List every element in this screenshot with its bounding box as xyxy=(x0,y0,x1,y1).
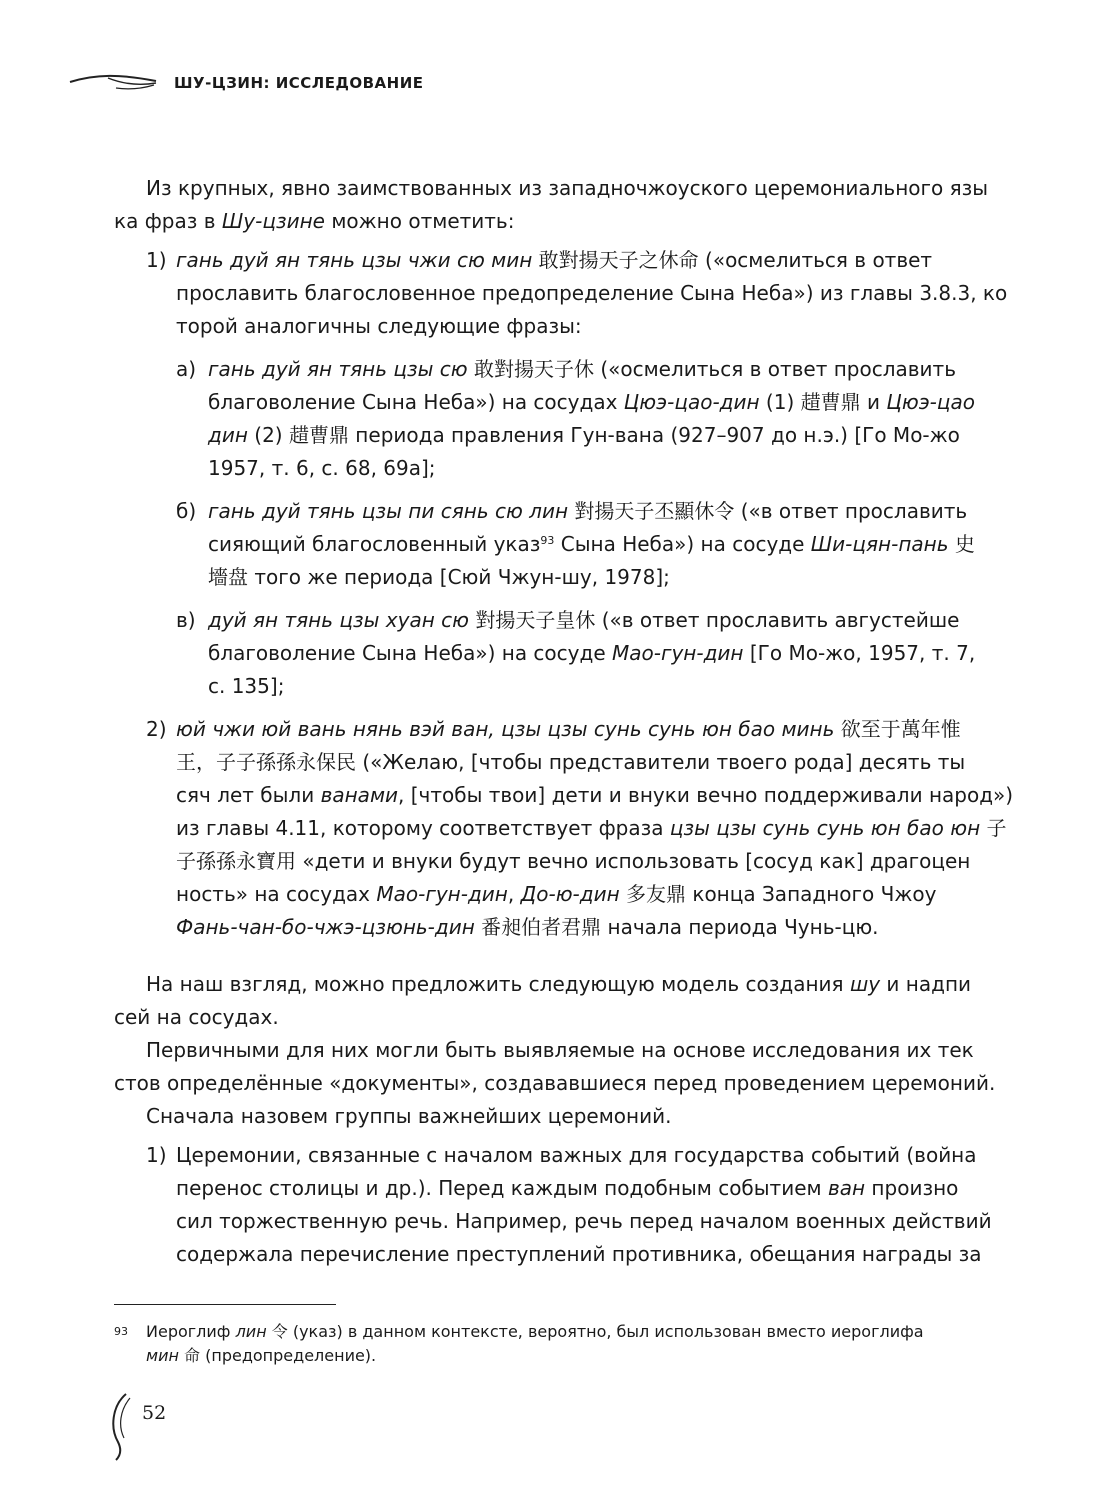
text-line: Из крупных, явно заимствованных из западночжоуского церемониального язы xyxy=(146,176,989,200)
emphasis: ванами xyxy=(320,783,399,807)
section-gap xyxy=(114,944,1094,968)
emphasis: шу xyxy=(849,972,881,996)
page-number-block xyxy=(106,1392,186,1462)
text-line: , [чтобы твои] дети и внуки вечно поддерживали народ») xyxy=(398,783,1014,807)
list-marker: б) xyxy=(176,499,197,523)
citation: с. 135]; xyxy=(208,674,285,698)
text-line: 子孫孫永寶用 «дети и внуки будут вечно использовать [сосуд как] драгоцен xyxy=(176,849,971,873)
list-marker: а) xyxy=(176,357,197,381)
text-line: На наш взгляд, можно предложить следующую модель создания xyxy=(146,972,850,996)
text-line: сияющий благословенный указ xyxy=(208,532,541,556)
text-line: перенос столицы и др.). Перед каждым подобным событием xyxy=(176,1176,828,1200)
list-item xyxy=(114,1139,1094,1271)
text-line: торой аналогичны следующие фразы: xyxy=(176,314,582,338)
list-marker: 1) xyxy=(146,248,167,272)
intro-paragraph xyxy=(114,172,1094,238)
transliteration: цзы цзы сунь сунь юн бао юн xyxy=(669,816,981,840)
text-line: сяч лет были xyxy=(176,783,321,807)
text-line: благоволение Сына Неба») на сосудах xyxy=(208,390,624,414)
transliteration: мин xyxy=(146,1346,179,1365)
paragraph xyxy=(114,968,1094,1034)
transliteration: гань дуй ян тянь цзы чжи сю мин xyxy=(176,248,533,272)
main-text xyxy=(114,172,1094,1271)
list-item xyxy=(114,495,1094,594)
text-line: 番昶伯者君鼎 начала периода Чунь-цю. xyxy=(474,915,879,939)
text-line: из главы 4.11, которому соответствует фраза xyxy=(176,816,670,840)
text-line: прославить благословенное предопределение Сына Неба») из главы 3.8.3, ко xyxy=(176,281,1008,305)
transliteration: гань дуй ян тянь цзы сю xyxy=(208,357,468,381)
footnote-divider xyxy=(114,1304,336,1305)
vessel-name: дин xyxy=(208,423,248,447)
vessel-name: Мао-гун-дин xyxy=(376,882,508,906)
text-line: 敢對揚天子休 («осмелиться в ответ прославить xyxy=(467,357,956,381)
text-line: ка фраз в xyxy=(114,209,222,233)
text-line: содержала перечисление преступлений противника, обещания награды за xyxy=(176,1242,982,1266)
running-header xyxy=(68,68,668,102)
emphasis: ван xyxy=(827,1176,866,1200)
text-line: благоволение Сына Неба») на сосуде xyxy=(208,641,612,665)
page-number: 52 xyxy=(142,1402,167,1424)
footnote-number: 93 xyxy=(114,1325,128,1338)
citation: 墻盘 того же периода [Сюй Чжун-шу, 1978]; xyxy=(208,565,670,589)
vessel-name: Фань-чан-бо-чжэ-цзюнь-дин xyxy=(176,915,475,939)
vessel-name: Ши-цян-пань xyxy=(810,532,949,556)
swash-ornament-icon xyxy=(68,72,160,94)
text-line: 史 xyxy=(948,532,975,556)
list-marker: в) xyxy=(176,608,196,632)
list-item xyxy=(114,713,1094,944)
bracket-flourish-icon xyxy=(106,1392,136,1462)
list-marker: 2) xyxy=(146,717,167,741)
work-title: Шу-цзине xyxy=(221,209,325,233)
text-line: 命 (предопределение). xyxy=(178,1346,377,1365)
text-line: 子 xyxy=(980,816,1007,840)
text-line: [Го Мо-жо, 1957, т. 7, xyxy=(743,641,976,665)
citation: 1957, т. 6, с. 68, 69а]; xyxy=(208,456,436,480)
text-line: и надпи xyxy=(880,972,972,996)
text-line: ность» на сосудах xyxy=(176,882,377,906)
paragraph xyxy=(114,1100,1094,1133)
text-line: сей на сосудах. xyxy=(114,1005,279,1029)
text-line: произно xyxy=(865,1176,959,1200)
text-line: 王，子子孫孫永保民 («Желаю, [чтобы представители твоего рода] десять ты xyxy=(176,750,966,774)
list-item xyxy=(114,604,1094,703)
text-line: Сначала назовем группы важнейших церемоний. xyxy=(146,1104,672,1128)
footnote-ref[interactable]: 93 xyxy=(540,534,555,547)
text-line: 敢對揚天子之休命 («осмелиться в ответ xyxy=(532,248,933,272)
header-title: ШУ-ЦЗИН: ИССЛЕДОВАНИЕ xyxy=(174,74,424,92)
transliteration: дуй ян тянь цзы хуан сю xyxy=(208,608,469,632)
vessel-name: Цюэ-цао-дин xyxy=(623,390,760,414)
transliteration: гань дуй тянь цзы пи сянь сю лин xyxy=(208,499,569,523)
text-line: (2) 趞曹鼎 периода правления Гун-вана (927–907 до н.э.) [Го Мо-жо xyxy=(247,423,960,447)
list-item xyxy=(114,244,1094,343)
text-line: стов определённые «документы», создававшиеся перед проведением церемоний. xyxy=(114,1071,996,1095)
text-line: 令 (указ) в данном контексте, вероятно, был использован вместо иероглифа xyxy=(266,1322,924,1341)
vessel-name: Мао-гун-дин xyxy=(611,641,744,665)
list-item xyxy=(114,353,1094,485)
text-line: 多友鼎 конца Западного Чжоу xyxy=(619,882,937,906)
vessel-name: До-ю-дин xyxy=(520,882,620,906)
text-line: Церемонии, связанные с началом важных для государства событий (война xyxy=(176,1143,977,1167)
text-line: , xyxy=(507,882,521,906)
footnote xyxy=(114,1320,1014,1368)
text-line: Первичными для них могли быть выявляемые на основе исследования их тек xyxy=(146,1038,974,1062)
text-line: сил торжественную речь. Например, речь перед началом военных действий xyxy=(176,1209,992,1233)
text-line: Иероглиф xyxy=(146,1322,236,1341)
paragraph xyxy=(114,1034,1094,1100)
text-line: 對揚天子丕顯休令 («в ответ прославить xyxy=(568,499,968,523)
text-line: 欲至于萬年惟 xyxy=(834,717,961,741)
text-line: (1) 趞曹鼎 и xyxy=(759,390,887,414)
text-line: 對揚天子皇休 («в ответ прославить августейше xyxy=(468,608,960,632)
list-marker: 1) xyxy=(146,1143,167,1167)
text-line: можно отметить: xyxy=(324,209,515,233)
text-line: Сына Неба») на сосуде xyxy=(554,532,811,556)
transliteration: лин xyxy=(235,1322,267,1341)
transliteration: юй чжи юй вань нянь вэй ван, цзы цзы сунь сунь юн бао минь xyxy=(176,717,835,741)
vessel-name: Цюэ-цао xyxy=(886,390,975,414)
